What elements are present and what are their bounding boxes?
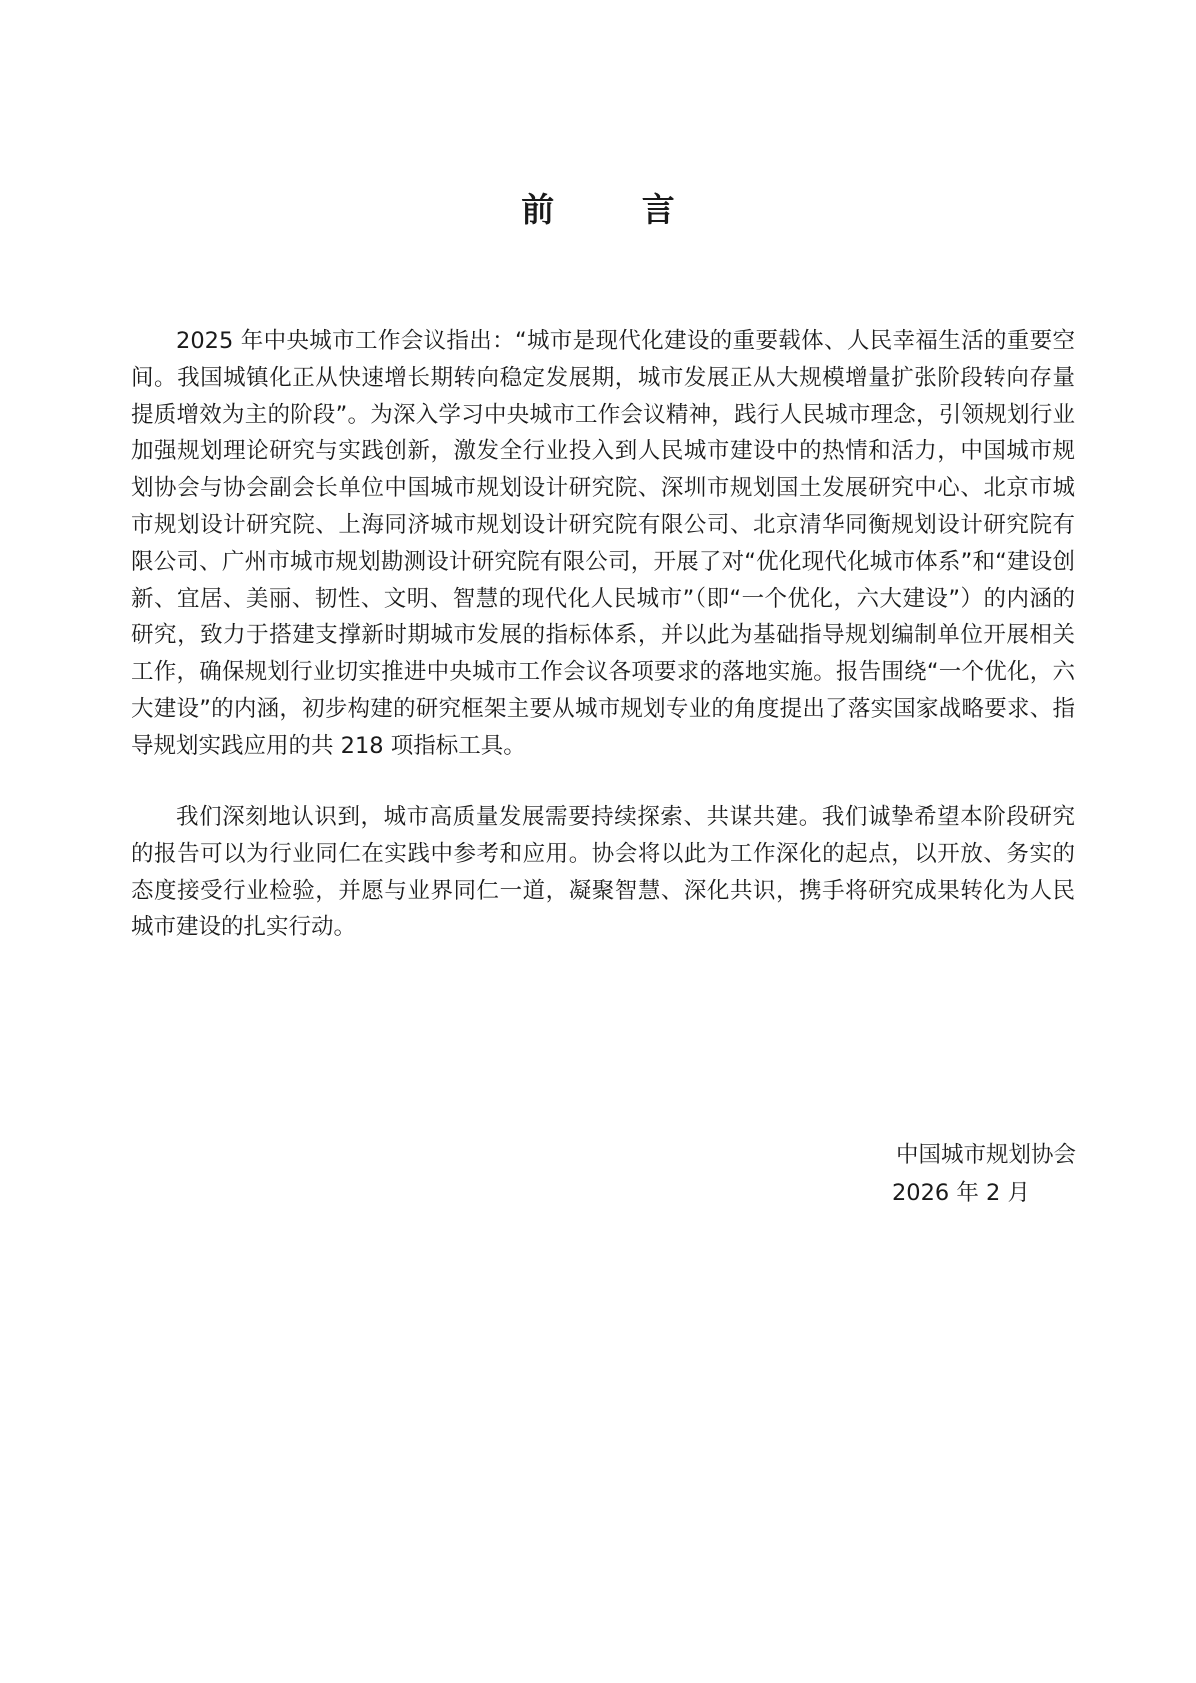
signature-organization: 中国城市规划协会 xyxy=(895,1142,1076,1168)
preface-paragraph-1: 2025 年中央城市工作会议指出：“城市是现代化建设的重要载体、人民幸福生活的重要空间。我国城镇化正从快速增长期转向稳定发展期，城市发展正从大规模增量扩张阶段转向存量提质增效为主的阶段”。为深入学习中央城市工作会议精神，践行人民城市理念，引领规划行业加强规划理论研究与实践创新，激发全行业投入到人民城市建设中的热情和活力，中国城市规划协会与协会副会长单位中国城市规划设计研究院、深圳市规划国土发展研究中心、北京市城市规划设计研究院、上海同济城市规划设计研究院有限公司、北京清华同衡规划设计研究院有限公司、广州市城市规划勘测设计研究院有限公司，开展了对“优化现代化城市体系”和“建设创新、宜居、美丽、韧性、文明、智慧的现代化人民城市”（即“一个优化，六大建设”）的内涵的研究，致力于搭建支撑新时期城市发展的指标体系，并以此为基础指导规划编制单位开展相关工作，确保规划行业切实推进中央城市工作会议各项要求的落地实施。报告围绕“一个优化，六大建设”的内涵，初步构建的研究框架主要从城市规划专业的角度提出了落实国家战略要求、指导规划实践应用的共 218 项指标工具。 xyxy=(131,328,1075,759)
signature-date: 2026 年 2 月 xyxy=(891,1180,1031,1206)
page-title: 前 言 xyxy=(521,190,713,229)
signature-block xyxy=(836,1136,1076,1212)
preface-paragraph-2: 我们深刻地认识到，城市高质量发展需要持续探索、共谋共建。我们诚挚希望本阶段研究的报告可以为行业同仁在实践中参考和应用。协会将以此为工作深化的起点，以开放、务实的态度接受行业检验，并愿与业界同仁一道，凝聚智慧、深化共识，携手将研究成果转化为人民城市建设的扎实行动。 xyxy=(131,804,1075,941)
